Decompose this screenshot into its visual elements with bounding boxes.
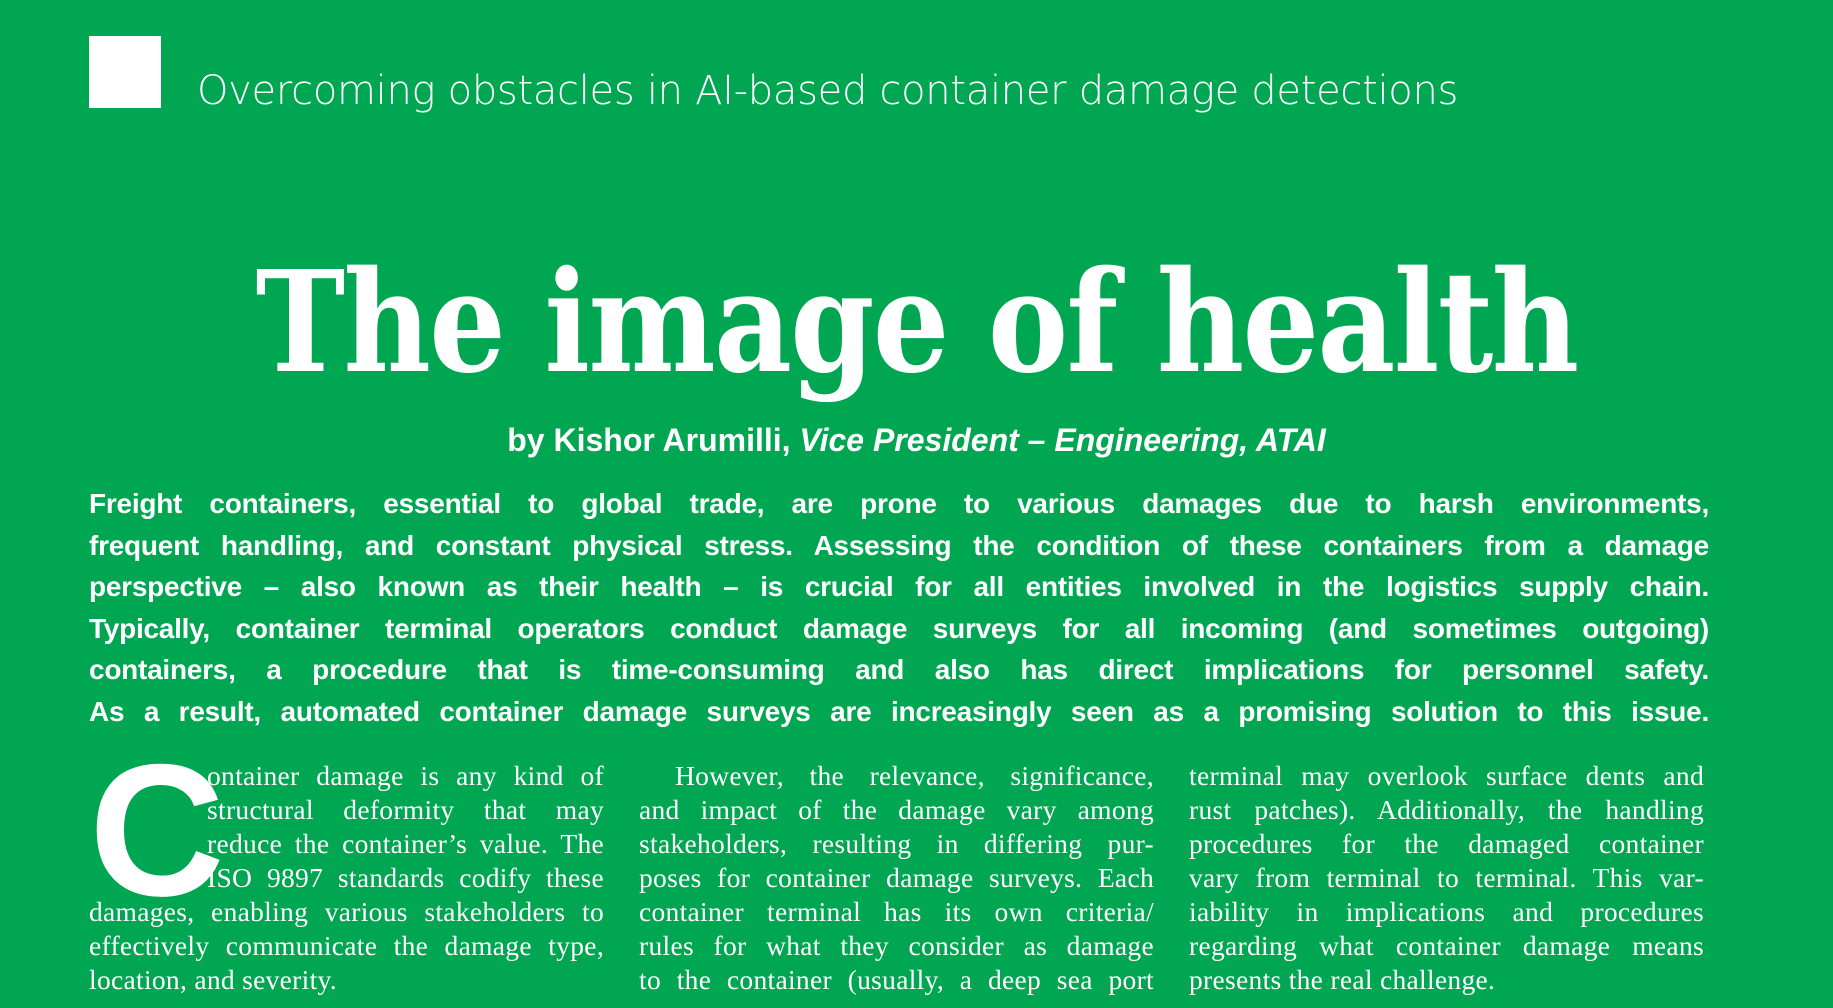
column-line: poses for container damage surveys. Each [639, 862, 1154, 893]
column-line: terminal may overlook surface dents and [1189, 760, 1704, 791]
column-line: structural deformity that may [207, 794, 604, 825]
article-kicker: Overcoming obstacles in AI-based container damage detections [197, 68, 1459, 114]
column-line: rules for what they consider as damage [639, 930, 1154, 961]
body-column-3 [1189, 759, 1704, 997]
intro-line: perspective – also known as their health – is crucial for all entities involved in the logistics supply chain. [89, 571, 1709, 602]
column-line: presents the real challenge. [1189, 964, 1496, 995]
column-line: and impact of the damage vary among [639, 794, 1154, 825]
intro-line: Freight containers, essential to global trade, are prone to various damages due to harsh environments, [89, 488, 1709, 519]
byline-author: by Kishor Arumilli, [507, 422, 800, 458]
intro-line: frequent handling, and constant physical stress. Assessing the condition of these containers from a damage [89, 529, 1709, 561]
column-line: procedures for the damaged container [1189, 828, 1704, 859]
article-intro [89, 483, 1709, 732]
column-line: iability in implications and procedures [1189, 896, 1704, 927]
column-line: stakeholders, resulting in differing pur- [639, 828, 1154, 859]
column-line: to the container (usually, a deep sea port [639, 964, 1154, 995]
column-line: vary from terminal to terminal. This var- [1189, 862, 1704, 893]
intro-line: containers, a procedure that is time-consuming and also has direct implications for personnel safety. [89, 654, 1709, 685]
drop-cap: C [89, 725, 225, 935]
column-line: ontainer damage is any kind of [207, 760, 604, 791]
column-line: effectively communicate the damage type, [89, 930, 604, 961]
column-line: location, and severity. [89, 964, 337, 995]
section-marker-square [89, 36, 161, 108]
column-line: However, the relevance, significance, [675, 760, 1154, 791]
article-headline: The image of health [255, 241, 1578, 405]
byline-role: Vice President – Engineering, ATAI [799, 422, 1326, 458]
intro-line: As a result, automated container damage surveys are increasingly seen as a promising solution to this issue. [89, 695, 1709, 727]
body-column-1 [89, 725, 604, 997]
column-line: reduce the container’s value. The [207, 828, 604, 859]
body-column-2 [639, 759, 1154, 997]
column-line: rust patches). Additionally, the handling [1189, 794, 1704, 825]
column-line: ISO 9897 standards codify these [207, 862, 604, 893]
column-line: damages, enabling various stakeholders to [89, 896, 604, 927]
article-byline [0, 418, 1833, 462]
column-line: container terminal has its own criteria/ [639, 896, 1154, 927]
column-line: regarding what container damage means [1189, 930, 1704, 961]
intro-line: Typically, container terminal operators conduct damage surveys for all incoming (and sometimes outgoing) [89, 612, 1709, 644]
